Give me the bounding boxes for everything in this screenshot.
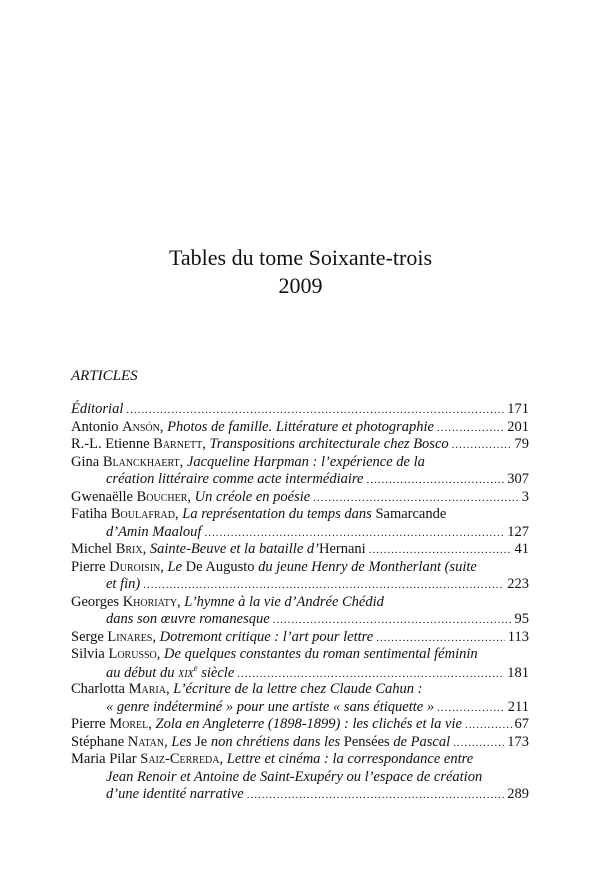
- toc-entry-text: R.-L. Etienne Barnett, Transpositions architecturale chez Bosco: [71, 436, 449, 452]
- toc-entry-text: Gwenaëlle Boucher, Un créole en poésie: [71, 488, 311, 505]
- toc-entry-line: [71, 436, 529, 454]
- toc-entry-line: [71, 734, 529, 752]
- page-number: 173: [507, 733, 529, 750]
- toc-entry-text: d’Amin Maalouf: [106, 523, 202, 540]
- toc-entry-text: Georges Khoriaty, L’hymne à la vie d’Andrée Chédid: [71, 593, 384, 610]
- toc-entry-text: Gina Blanckhaert, Jacqueline Harpman : l’expérience de la: [71, 453, 425, 470]
- toc-entry-line: [71, 769, 529, 787]
- toc-entry: [71, 559, 529, 594]
- page-number: 67: [514, 716, 529, 732]
- toc-entry-text: d’une identité narrative: [106, 786, 244, 802]
- dot-leader: [204, 527, 504, 539]
- toc-entry: [71, 541, 529, 559]
- dot-leader: [452, 439, 512, 451]
- toc-entry-line: [71, 576, 529, 594]
- toc-entry-line: [71, 559, 529, 577]
- dot-leader: [366, 474, 504, 486]
- toc-entry-line: [71, 419, 529, 437]
- toc-entry-text: Antonio Ansón, Photos de famille. Littérature et photographie: [71, 418, 434, 435]
- dot-leader: [453, 737, 504, 749]
- toc-entry-line: [71, 524, 529, 542]
- toc-entry-text: « genre indéterminé » pour une artiste « sans étiquette »: [106, 698, 435, 715]
- toc-entry-line: [71, 611, 529, 629]
- toc-entry-line: [71, 489, 529, 507]
- toc-entry-text: Fatiha Boulafrad, La représentation du temps dans Samarcande: [71, 506, 447, 522]
- toc-entry-line: [71, 629, 529, 647]
- page-number: 201: [507, 418, 529, 435]
- dot-leader: [237, 668, 504, 680]
- toc-entry-text: dans son œuvre romanesque: [106, 611, 270, 627]
- toc-entry: [71, 716, 529, 734]
- toc-entry-text: Pierre Morel, Zola en Angleterre (1898-1899) : les clichés et la vie: [71, 716, 462, 732]
- toc-entry-line: [71, 401, 529, 419]
- dot-leader: [313, 492, 519, 504]
- dot-leader: [143, 579, 504, 591]
- toc-entry-text: Pierre Duroisin, Le De Augusto du jeune Henry de Montherlant (suite: [71, 558, 477, 575]
- toc-entry: [71, 734, 529, 752]
- toc-entry: [71, 506, 529, 541]
- toc-entry-text: Maria Pilar Saiz-Cerreda, Lettre et cinéma : la correspondance entre: [71, 751, 474, 767]
- dot-leader: [126, 404, 504, 416]
- toc-entry-text: Éditorial: [71, 401, 124, 417]
- page-title: Tables du tome Soixante-trois: [168, 245, 433, 270]
- page-number: 307: [507, 471, 529, 487]
- toc-entry-line: [71, 699, 529, 717]
- toc-entry-line: [71, 471, 529, 489]
- toc-entry-line: [71, 751, 529, 769]
- dot-leader: [247, 789, 505, 801]
- toc-entry-line: [71, 594, 529, 612]
- page-number: 41: [514, 541, 529, 557]
- page-year: 2009: [278, 273, 323, 298]
- toc-entry: [71, 454, 529, 489]
- toc-entry-text: au début du xix$^e$ siècle: [106, 663, 235, 682]
- dot-leader: [437, 702, 505, 714]
- toc-entry-line: [71, 786, 529, 804]
- toc-entry-line: [71, 541, 529, 559]
- page-number: 223: [507, 576, 529, 592]
- toc-entry: [71, 436, 529, 454]
- dot-leader: [376, 632, 505, 644]
- toc-entry-text: Silvia Lorusso, De quelques constantes du roman sentimental féminin: [71, 646, 478, 662]
- toc-entry-text: Michel Brix, Sainte-Beuve et la bataille d’Hernani: [71, 541, 366, 557]
- toc-entry-line: [71, 646, 529, 664]
- toc-entry-text: Charlotta Maria, L’écriture de la lettre chez Claude Cahun :: [71, 681, 423, 697]
- dot-leader: [273, 614, 512, 626]
- section-heading: ARTICLES: [71, 368, 138, 384]
- toc-entry: [71, 629, 529, 647]
- toc-entry-line: [71, 664, 529, 682]
- toc-entry-text: et fin): [106, 576, 141, 592]
- toc-entry: [71, 681, 529, 716]
- dot-leader: [369, 544, 512, 556]
- toc-entry-text: création littéraire comme acte intermédiaire: [106, 471, 364, 487]
- toc-entry-text: Jean Renoir et Antoine de Saint-Exupéry ou l’espace de création: [106, 768, 483, 785]
- toc-entry-text: Stéphane Natan, Les Je non chrétiens dans les Pensées de Pascal: [71, 733, 451, 750]
- page-number: 95: [514, 611, 529, 627]
- page-number: 171: [507, 401, 529, 417]
- page-number: 113: [507, 628, 529, 645]
- toc-entry: [71, 594, 529, 629]
- toc-entry: [71, 751, 529, 804]
- toc-entry-line: [71, 506, 529, 524]
- toc-entry-line: [71, 716, 529, 734]
- page-number: 79: [514, 436, 529, 452]
- page-number: 3: [521, 488, 529, 505]
- toc-entry: [71, 419, 529, 437]
- page-number: 211: [507, 698, 529, 715]
- dot-leader: [437, 422, 504, 434]
- dot-leader: [465, 719, 512, 731]
- page-number: 289: [507, 786, 529, 802]
- toc-entry-text: Serge Linares, Dotremont critique : l’art pour lettre: [71, 628, 374, 645]
- table-of-contents: [71, 401, 529, 804]
- page-number: 127: [507, 523, 529, 540]
- toc-entry: [71, 401, 529, 419]
- toc-entry-line: [71, 681, 529, 699]
- toc-entry-line: [71, 454, 529, 472]
- toc-entry: [71, 646, 529, 681]
- toc-entry: [71, 489, 529, 507]
- page-number: 181: [507, 665, 529, 682]
